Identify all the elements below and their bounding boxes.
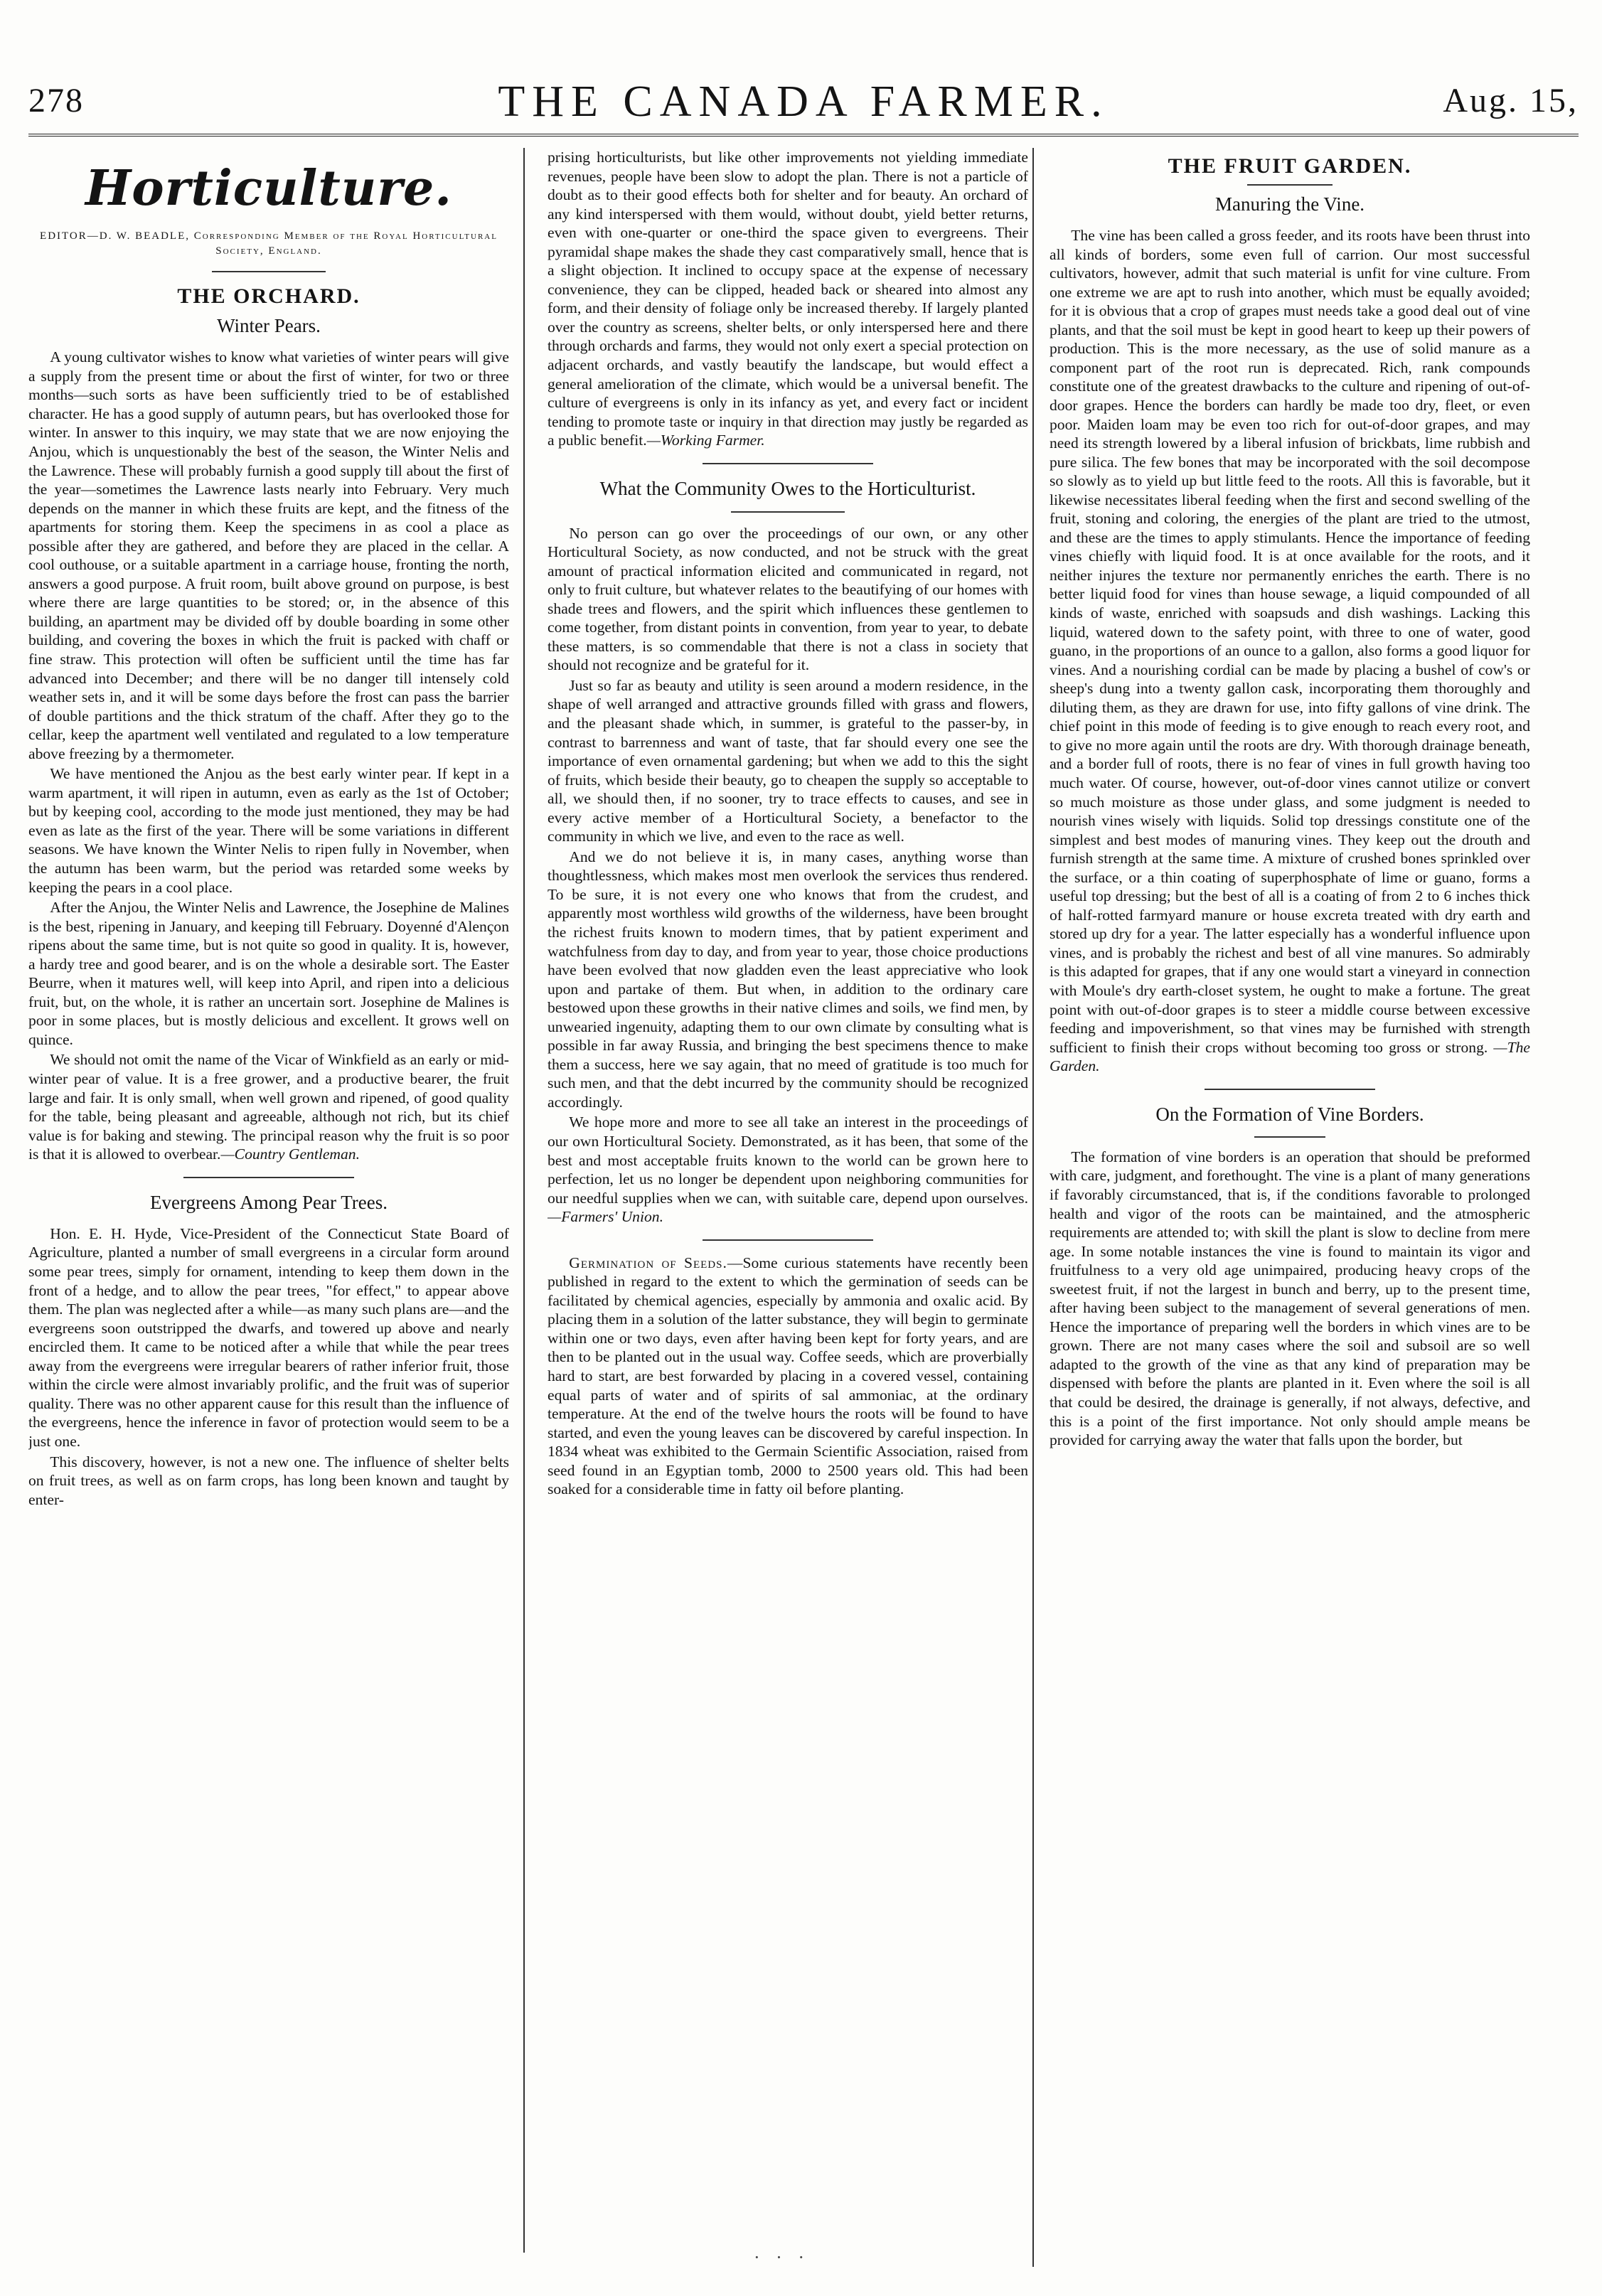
- article-paragraph: [1050, 226, 1530, 1076]
- attribution: —Farmers' Union.: [548, 1208, 663, 1226]
- issue-date: Aug. 15,: [1443, 82, 1579, 119]
- attribution: —Working Farmer.: [646, 432, 765, 449]
- article-paragraph: Just so far as beauty and utility is seen around a modern residence, in the shape of well arranged and attractive grounds filled with grass and flowers, and the pleasant shade which, in summer, is grateful to the passer-by, in contrast to barrenness and want of taste, that far should every one see the importance of even ornamental gardening; but when we add to this the sight of fruits, which beside their beauty, go to cheapen the supply so acceptable to all, we should then, if no sooner, try to trace effects to causes, and see in every active member of a Horticultural Society, a benefactor to the community in which we live, and even to the race as well.: [548, 676, 1028, 845]
- divider: [731, 511, 845, 513]
- article-paragraph: A young cultivator wishes to know what varieties of winter pears will give a supply from the present time or about the first of winter, for two or three months—such sorts as have been sufficiently tried to be of established character. He has a good supply of autumn pears, but has overlooked those for winter. In answer to this inquiry, we may state that we are now enjoying the Anjou, which is unquestionably the best of the season, the Winter Nelis and the Lawrence. These will probably furnish a good supply till about the first of the year—sometimes the Lawrence lasts nearly into February. Very much depends on the manner in which these fruits are kept, and the fitness of the apartments for storing them. Keep the specimens in as cool a place as possible after they are gathered, and before they are placed in the cellar. A cool outhouse, or a suitable apartment in a carriage house, fronting the north, answers a good purpose. A fruit room, built above ground on purpose, is best where there are large quantities to be stored; or, in the absence of this building, an apartment may be divided off by double boarding in some other building, and covering the boxes in which the fruit is packed with chaff or fine straw. This protection will often be sufficient until the time has far advanced into December; and there will be no danger till intensely cold weather sets in, and it will be some days before the frost can pass the barrier of double partitions and the thick stratum of the chaff. After they go to the cellar, keep the apartment well ventilated and regulated to a low temperature above freezing by a thermometer.: [28, 348, 509, 762]
- article-paragraph-text: We hope more and more to see all take an interest in the proceedings of our own Horticultural Society. Demonstrated, as it has been, that some of the best and most acceptable fruits known to the world can be grown here to perfection, let us no longer be dependent upon neighboring communities for our needful supplies when we can, with suitable care, depend upon ourselves.: [548, 1114, 1028, 1207]
- page-number: 278: [28, 82, 84, 119]
- divider: [1247, 184, 1333, 186]
- article-paragraph-text: The vine has been called a gross feeder, and its roots have been thrust into all kinds of borders, some even full of carrion. Our most successful cultivators, however, admit that such material is unfit for vine culture. From one extreme we are apt to rush into another, which must be equally avoided; for it is obvious that a crop of grapes must needs take a good deal out of vine plants, and that the soil must be kept in good heart to keep up their powers of production. This is the more necessary, as the use of solid manure as a component part of the root run is deprecated. Rich, rank compounds constitute one of the greatest drawbacks to the culture and ripening of out-of-door grapes. Hence the borders can hardly be made too dry, fleet, or even poor. Maiden loam may be even too rich for out-of-door grapes, and may need its strength lowered by a liberal infusion of brickbats, lime rubbish and pure silica. The few bones that may be incorporated with the soil decompose so slowly as to yield up but little feed to the roots. All this is favorable, but it likewise necessitates liberal feeding when the first and second swelling of the fruit, stoning and coloring, the energies of the plant are tried to the utmost, and these are the times to apply stimulants. Hence the importance of feeding vines chiefly with liquid food. It is at once available for the roots, and it neither injures the texture nor permanently enriches the earth. There is no better liquid food for vines than house sewage, a liquid compounded of all kinds of waste, enriched with soapsuds and dish washings. Lacking this liquid, watered down to the safety point, with three to one of water, good guano, in the proportions of an ounce to a gallon, also forms a good liquor for vines. And a nourishing cordial can be made by placing a bushel of cow's or sheep's dung into a twenty gallon cask, incorporating them thoroughly and diluting them, as they are drawn for use, into fifty gallons of vine drink. The chief point in this mode of feeding is to give enough to reach every root, and to give no more again until the roots are dry. With thorough drainage beneath, and a border full of roots, there is no fear of vines in full growth having too much water. Of course, however, out-of-door vines cannot utilize or convert so much moisture as those under glass, and some judgment is needed to nourish vines wisely with liquids. Solid top dressings constitute one of the simplest and best modes of manuring vines. They keep out the drouth and furnish strength at the same time. A mixture of crushed bones sprinkled over the surface, or a thin coating of superphosphate of lime or guano, forms a useful top dressing; but the best of all is a coating of from 2 to 6 inches thick of half-rotted farmyard manure or house excreta treated with dry earth and stored up dry for a year. The latter especially has a wonderful influence upon vines, and is probably the richest and best of all vine manures. So admirably is this adapted for grapes, that if any one would start a vineyard in connection with Moule's dry earth-closet system, he ought to make a fortune. The great point with out-of-door grapes is to steer a middle course between excessive feeding and impoverishment, so that vines may be furnished with strength sufficient to finish their crops without becoming too gross or strong.: [1050, 227, 1530, 1056]
- divider: [703, 1239, 873, 1241]
- article-paragraph: After the Anjou, the Winter Nelis and Lawrence, the Josephine de Malines is the best, ripening in January, and keeping till February. Doyenné d'Alençon ripens about the same time, but is not quite so good in quality. It is, however, a hardy tree and good bearer, and is on the whole a desirable sort. The Easter Beurre, when it matures well, will keep into April, and ripen into a delicious fruit, but, on the whole, it is rather an uncertain sort. Josephine de Malines is poor in some places, but is mostly delicious and excellent. It grows well on quince.: [28, 899, 509, 1048]
- masthead-rule: [28, 134, 1579, 137]
- editor-line: EDITOR—D. W. BEADLE, Corresponding Member of the Royal Horticultural Society, England.: [40, 230, 498, 257]
- runin-heading: Germination of Seeds.: [569, 1254, 727, 1271]
- divider: [183, 1177, 354, 1178]
- masthead: [28, 77, 1579, 134]
- article-paragraph: We have mentioned the Anjou as the best early winter pear. If kept in a warm apartment, it will ripen in autumn, even as early as the 1st of October; but by keeping cool, according to the mode just mentioned, they may be had even as late as the first of the year. There will be some variations in different seasons. We have known the Winter Nelis to ripen fully in November, when the autumn has been warm, but the period was retarded some weeks by keeping the pears in a cool place.: [28, 765, 509, 896]
- article-heading-community: What the Community Owes to the Horticulturist.: [599, 477, 976, 499]
- article-paragraph: Hon. E. H. Hyde, Vice-President of the Connecticut State Board of Agriculture, planted a number of small evergreens in a circular form around some pear trees, simply for ornament, intending to keep them down in the front of a hedge, and to allow the pear trees, "for effect," to appear above them. The plan was neglected after a while—as many such plans are—and the evergreens soon outstripped the dwarfs, and towered up above and nearly encircled them. It came to be noticed after a while that while the pear trees away from the evergreens were irregular bearers of rather inferior fruit, those within the circle were almost invariably prolific, and the fruit was of superior quality. There was no other apparent cause for this result than the influence of the evergreens, hence the inference in favor of protection would seem to be a just one.: [28, 1224, 509, 1450]
- article-paragraph-text: prising horticulturists, but like other improvements not yielding immediate revenues, people have been slow to adopt the plan. There is not a particle of doubt as to their good effects both for shelter and for beauty. An orchard of any kind interspersed with them would, without doubt, yield better returns, even with one-quarter or one-third the space given to evergreens. Their pyramidal shape makes the shade they cast comparatively small, hence that is a slight objection. It inclined to occupy space at the expense of necessary convenience, they can be clipped, headed back or sheared into almost any form, and their density of foliage only be increased thereby. If largely planted over the country as screens, shelter belts, or only interspersed here and there through orchards and farms, they would not only exert a special protection on adjacent orchards, and vastly beautify the landscape, but would effect a general amelioration of the climate, which would be a universal benefit. The culture of evergreens is only in its infancy as yet, and every fact or incident tending to promote taste or inquiry in that direction may justly be regarded as a public benefit.: [548, 149, 1028, 449]
- article-paragraph-germination: [548, 1254, 1028, 1499]
- attribution: —Country Gentleman.: [220, 1146, 360, 1163]
- divider: [1205, 1089, 1375, 1090]
- divider: [1254, 1136, 1325, 1138]
- article-paragraph: The formation of vine borders is an operation that should be preformed with care, judgment, and forethought. The vine is a plant of many generations if favorably circumstanced, that is, if the conditions favorable to prolonged health and vigor of the roots can be maintained, and the atmospheric requirements are attended to; with skill the plant is slow to decline from mere age. In some notable instances the vine is found to maintain its vigor and fruitfulness to a very old age unimpaired, producing heavy crops of the sweetest fruit, if not the largest in bunch and berry, up to the present time, after having been subject to the management of several generations of men. Hence the importance of preparing well the borders in which vines are to be grown. There are not many cases where the soil and subsoil are so well adapted to the growth of the vine as that any kind of preparation may be dispensed with before the plants are planted in it. Even where the soil is all that could be desired, the drainage is generally, if not always, defective, and this is a point of the first importance. Not only should ample means be provided for carrying away the water that falls upon the border, but: [1050, 1148, 1530, 1449]
- column-1: [28, 148, 509, 2278]
- fruit-garden-heading: THE FRUIT GARDEN.: [1168, 154, 1412, 178]
- column-divider: [523, 148, 525, 2253]
- divider: [212, 271, 326, 272]
- attribution: —The Garden.: [1050, 1038, 1530, 1075]
- column-3: [1050, 148, 1530, 2267]
- article-paragraph: [548, 1113, 1028, 1226]
- article-paragraph-text: We should not omit the name of the Vicar of Winkfield as an early or mid-winter pear of value. It is a free grower, and a productive bearer, the fruit large and fair. It is only small, when well grown and ripened, of good quality for the table, being pleasant and agreeable, although not rich, but its chief value is for baking and stewing. The principal reason why the fruit is so poor is that it is allowed to overbear.: [28, 1051, 509, 1163]
- orchard-heading: THE ORCHARD.: [177, 284, 361, 309]
- article-heading-manuring: Manuring the Vine.: [1214, 193, 1365, 215]
- article-paragraph: [28, 1050, 509, 1163]
- article-paragraph: And we do not believe it is, in many cases, anything worse than thoughtlessness, which makes most men overlook the services thus rendered. To be sure, it is not every one who knows that from the crudest, and apparently most worthless wild growths of the wilderness, have been brought the richest fruits known to modern times, that by patient experiment and watchfulness from day to day, and from year to year, those choice productions have been evolved that now gladden even the least appreciative who look upon and partake of them. But when, in addition to the ordinary care bestowed upon these growths in their native climes and soils, we find men, by unwearied ingenuity, adapting them to our own climate by consulting what is possible in far away Russia, and bringing the best specimens thence to make them a success, here we say again, that no meed of gratitude is too much for such men, and that the debt incurred by the community should be recognized accordingly.: [548, 848, 1028, 1111]
- column-2: [548, 148, 1028, 2224]
- article-paragraph-text: —Some curious statements have recently been published in regard to the extent to which the germination of seeds can be facilitated by chemical agencies, especially by ammonia and oxalic acid. By placing them in a solution of the latter substance, they will begin to germinate within one or two days, even after having been kept for forty years, and are then to be planted out in the usual way. Coffee seeds, which are proverbially hard to start, are best forwarded by placing in a covered vessel, containing equal parts of water and of spirits of sal ammoniac, at the ordinary temperature. At the end of the twelve hours the roots will be found to have started, and even the young leaves can be discovered by careful inspection. In 1834 wheat was exhibited to the Germain Scientific Association, raised from seed found in an Egyptian tomb, 2000 to 2500 years old. This had been soaked for a considerable time in fatty oil before planting.: [548, 1254, 1028, 1498]
- article-heading-evergreens: Evergreens Among Pear Trees.: [150, 1191, 388, 1213]
- print-marks: · · ·: [754, 2247, 810, 2268]
- article-paragraph: This discovery, however, is not a new one. The influence of shelter belts on fruit trees, as well as on farm crops, has long been known and taught by enter-: [28, 1453, 509, 1508]
- divider: [703, 463, 873, 464]
- section-title: Horticulture.: [85, 160, 452, 217]
- article-heading-borders: On the Formation of Vine Borders.: [1155, 1103, 1424, 1125]
- article-paragraph: No person can go over the proceedings of our own, or any other Horticultural Society, as now conducted, and not be struck with the great amount of practical information elicited and communicated in regard, not only to fruit culture, but whatever relates to the beautifying of our homes with shade trees and flowers, and the spirit which influences these gentlemen to come together, from distant points in convention, from year to year, to debate these matters, is so commendable that there is not a class in society that should not recognize and be grateful for it.: [548, 524, 1028, 674]
- newspaper-title: THE CANADA FARMER.: [498, 78, 1109, 126]
- article-paragraph-continued: [548, 148, 1028, 450]
- article-heading-winter-pears: Winter Pears.: [217, 315, 321, 337]
- column-divider: [1032, 148, 1034, 2267]
